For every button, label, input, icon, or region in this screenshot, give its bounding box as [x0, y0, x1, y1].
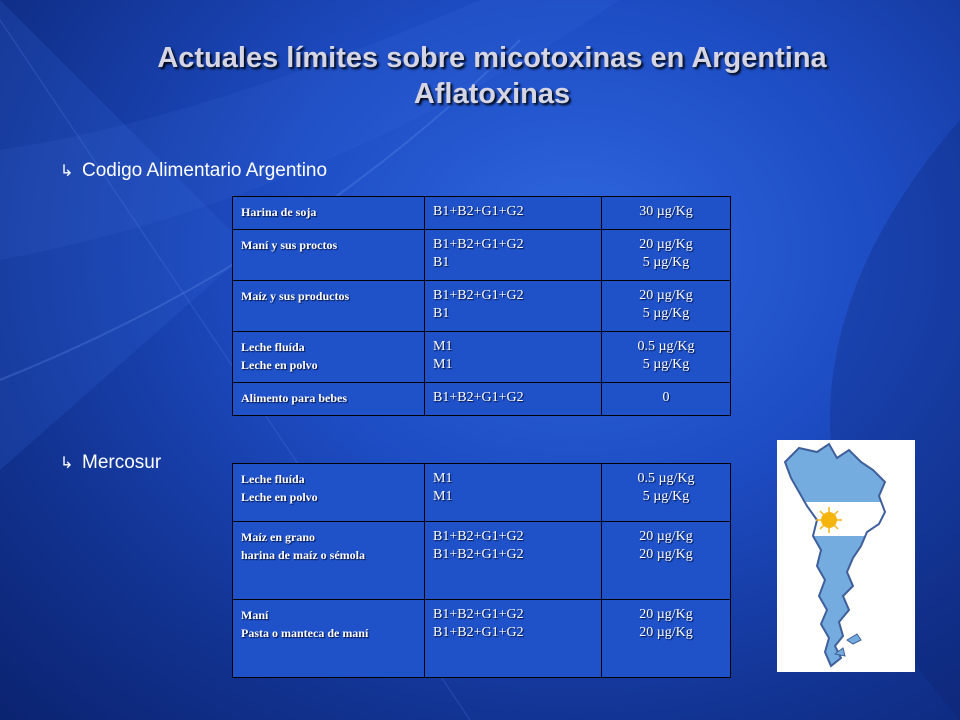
- codigo-limit-cell: [602, 281, 731, 332]
- mercosur-product-text: Maní: [241, 608, 269, 622]
- section-codigo-label: Codigo Alimentario Argentino: [82, 160, 328, 181]
- codigo-toxin-text: B1: [433, 306, 450, 321]
- mercosur-product-cell: [233, 522, 425, 600]
- codigo-limit-text: 5 µg/Kg: [642, 357, 690, 372]
- codigo-product-cell: [233, 383, 425, 416]
- codigo-limit-text: 0.5 µg/Kg: [637, 339, 695, 354]
- codigo-limit-cell: [602, 383, 731, 416]
- mercosur-row: [233, 600, 731, 678]
- slide-title: [0, 40, 960, 112]
- codigo-limit-text: 5 µg/Kg: [642, 306, 690, 321]
- mercosur-toxin-text: M1: [433, 489, 453, 504]
- mercosur-product-text: Leche fluída: [241, 472, 305, 486]
- codigo-product-text: Harina de soja: [241, 205, 317, 219]
- codigo-limit-cell: [602, 332, 731, 383]
- codigo-product-text: Maíz y sus productos: [241, 289, 350, 303]
- codigo-toxin-cell: [425, 230, 602, 281]
- codigo-limit-cell: [602, 197, 731, 230]
- codigo-toxin-text: B1+B2+G1+G2: [433, 390, 524, 405]
- mercosur-toxin-text: M1: [433, 471, 453, 486]
- mercosur-toxin-text: B1+B2+G1+G2: [433, 547, 524, 562]
- mercosur-toxin-text: B1+B2+G1+G2: [433, 625, 524, 640]
- codigo-limit-text: 30 µg/Kg: [639, 204, 693, 219]
- codigo-row: [233, 332, 731, 383]
- mercosur-toxin-cell: [425, 464, 602, 522]
- codigo-limit-cell: [602, 230, 731, 281]
- codigo-product-text: Alimento para bebes: [241, 391, 347, 405]
- mercosur-row: [233, 464, 731, 522]
- codigo-product-text: Maní y sus proctos: [241, 238, 338, 252]
- mercosur-toxin-cell: [425, 522, 602, 600]
- codigo-row: [233, 197, 731, 230]
- codigo-row: [233, 230, 731, 281]
- codigo-toxin-text: M1: [433, 357, 453, 372]
- mercosur-limits-table: [232, 463, 731, 678]
- section-mercosur-label: Mercosur: [82, 452, 162, 473]
- mercosur-limit-text: 20 µg/Kg: [639, 607, 693, 622]
- codigo-limit-text: 20 µg/Kg: [639, 288, 693, 303]
- curved-arrow-icon: ↳: [60, 163, 74, 180]
- section-mercosur-bullet: [60, 452, 161, 474]
- mercosur-toxin-cell: [425, 600, 602, 678]
- codigo-product-text: Leche en polvo: [241, 358, 318, 372]
- mercosur-product-cell: [233, 600, 425, 678]
- mercosur-toxin-text: B1+B2+G1+G2: [433, 607, 524, 622]
- codigo-toxin-text: B1+B2+G1+G2: [433, 288, 524, 303]
- mercosur-limit-cell: [602, 600, 731, 678]
- mercosur-product-text: harina de maíz o sémola: [241, 548, 365, 562]
- argentina-flag-map-icon: [777, 440, 915, 672]
- codigo-toxin-cell: [425, 197, 602, 230]
- curved-arrow-icon: ↳: [60, 455, 74, 472]
- mercosur-row: [233, 522, 731, 600]
- mercosur-product-text: Maíz en grano: [241, 530, 315, 544]
- mercosur-limit-text: 0.5 µg/Kg: [637, 471, 695, 486]
- mercosur-limit-cell: [602, 464, 731, 522]
- codigo-product-cell: [233, 230, 425, 281]
- codigo-toxin-cell: [425, 281, 602, 332]
- codigo-toxin-cell: [425, 383, 602, 416]
- mercosur-product-cell: [233, 464, 425, 522]
- codigo-row: [233, 383, 731, 416]
- codigo-toxin-text: B1: [433, 255, 450, 270]
- mercosur-toxin-text: B1+B2+G1+G2: [433, 529, 524, 544]
- codigo-toxin-text: B1+B2+G1+G2: [433, 204, 524, 219]
- codigo-product-cell: [233, 197, 425, 230]
- codigo-toxin-cell: [425, 332, 602, 383]
- codigo-limit-text: 0: [662, 390, 670, 405]
- argentina-flag-map-image: [777, 440, 915, 672]
- codigo-limits-table: [232, 196, 731, 416]
- codigo-toxin-text: B1+B2+G1+G2: [433, 237, 524, 252]
- codigo-limit-text: 20 µg/Kg: [639, 237, 693, 252]
- codigo-product-cell: [233, 332, 425, 383]
- slide-title-line1: Actuales límites sobre micotoxinas en Argentina: [157, 42, 827, 74]
- mercosur-product-text: Leche en polvo: [241, 490, 318, 504]
- codigo-limit-text: 5 µg/Kg: [642, 255, 690, 270]
- mercosur-limit-cell: [602, 522, 731, 600]
- mercosur-limit-text: 20 µg/Kg: [639, 529, 693, 544]
- mercosur-limit-text: 20 µg/Kg: [639, 625, 693, 640]
- mercosur-limit-text: 20 µg/Kg: [639, 547, 693, 562]
- codigo-product-cell: [233, 281, 425, 332]
- slide-title-line2: Aflatoxinas: [413, 78, 571, 110]
- mercosur-limit-text: 5 µg/Kg: [642, 489, 690, 504]
- section-codigo-bullet: [60, 160, 327, 182]
- mercosur-product-text: Pasta o manteca de maní: [241, 626, 369, 640]
- codigo-row: [233, 281, 731, 332]
- codigo-product-text: Leche fluída: [241, 340, 305, 354]
- codigo-toxin-text: M1: [433, 339, 453, 354]
